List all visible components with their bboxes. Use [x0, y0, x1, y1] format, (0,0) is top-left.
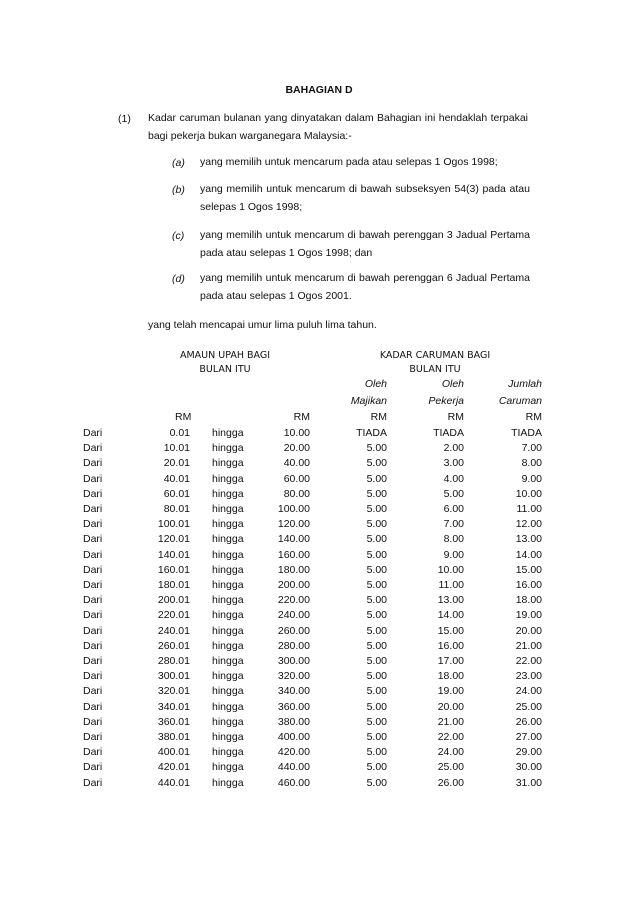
cell-jumlah: 20.00	[515, 624, 542, 637]
cell-to: 340.00	[277, 685, 310, 698]
cell-hingga: hingga	[212, 472, 244, 485]
cell-jumlah: 14.00	[515, 548, 542, 561]
table-row	[0, 549, 638, 564]
cell-dari: Dari	[83, 518, 103, 531]
cell-majikan: 5.00	[366, 594, 387, 607]
cell-pekerja: 4.00	[443, 472, 464, 485]
cell-dari: Dari	[83, 731, 103, 743]
table-row	[0, 518, 638, 533]
cell-from: 400.01	[157, 746, 190, 759]
item-text-d: yang memilih untuk mencarum di bawah perenggan 6 Jadual Pertama pada atau selepas 1 Ogos 2001.	[200, 272, 530, 302]
cell-hingga: hingga	[212, 624, 244, 637]
cell-hingga: hingga	[212, 609, 244, 622]
cell-pekerja: 18.00	[437, 670, 464, 683]
cell-from: 420.01	[157, 761, 190, 774]
cell-jumlah: 8.00	[521, 457, 542, 470]
currency-from: RM	[175, 411, 192, 423]
cell-majikan: 5.00	[366, 746, 387, 759]
cell-from: 60.01	[163, 487, 190, 500]
cell-majikan: 5.00	[366, 655, 387, 667]
cell-from: 440.01	[157, 776, 190, 789]
col-majikan-line1: Oleh	[364, 378, 387, 390]
cell-majikan: 5.00	[366, 639, 387, 652]
cell-jumlah: 27.00	[515, 731, 542, 743]
cell-jumlah: 26.00	[515, 715, 542, 728]
cell-dari: Dari	[83, 624, 103, 637]
item-label-c: (c)	[172, 230, 185, 242]
cell-majikan: 5.00	[366, 503, 387, 515]
table-row	[0, 457, 638, 472]
cell-majikan: 5.00	[366, 442, 387, 455]
cell-dari: Dari	[83, 548, 103, 561]
cell-majikan: 5.00	[366, 609, 387, 622]
table-row	[0, 594, 638, 609]
table-row	[0, 609, 638, 624]
cell-pekerja: 6.00	[443, 503, 464, 515]
cell-dari: Dari	[83, 609, 103, 622]
table-row	[0, 685, 638, 700]
cell-majikan: 5.00	[366, 533, 387, 546]
cell-hingga: hingga	[212, 579, 244, 591]
col-jumlah-line1: Jumlah	[508, 378, 542, 390]
cell-to: 400.00	[277, 731, 310, 743]
cell-to: 280.00	[277, 639, 310, 652]
cell-hingga: hingga	[212, 563, 244, 576]
cell-dari: Dari	[83, 594, 103, 607]
cell-hingga: hingga	[212, 700, 244, 713]
table-row	[0, 777, 638, 792]
cell-from: 0.01	[169, 427, 190, 439]
cell-pekerja: 7.00	[443, 518, 464, 531]
col-pekerja-line2: Pekerja	[428, 395, 464, 407]
cell-to: 360.00	[277, 700, 310, 713]
table-row	[0, 655, 638, 670]
cell-jumlah: 30.00	[515, 761, 542, 774]
cell-to: 60.00	[283, 472, 310, 485]
cell-dari: Dari	[83, 776, 103, 789]
cell-jumlah: 11.00	[516, 503, 542, 515]
currency-majikan: RM	[370, 411, 387, 423]
cell-majikan: 5.00	[366, 715, 387, 728]
cell-jumlah: 7.00	[521, 442, 542, 455]
cell-jumlah: 23.00	[515, 670, 542, 683]
cell-pekerja: 20.00	[437, 700, 464, 713]
cell-majikan: 5.00	[366, 776, 387, 789]
cell-from: 320.01	[157, 685, 190, 698]
cell-jumlah: 13.00	[515, 533, 542, 546]
cell-dari: Dari	[83, 442, 103, 455]
table-row	[0, 746, 638, 761]
item-label-a: (a)	[172, 157, 185, 169]
cell-hingga: hingga	[212, 503, 244, 515]
cell-from: 220.01	[157, 609, 190, 622]
item-label-d: (d)	[172, 273, 185, 285]
cell-jumlah: 21.00	[515, 639, 542, 652]
cell-majikan: 5.00	[366, 457, 387, 470]
cell-from: 360.01	[157, 715, 190, 728]
cell-pekerja: 16.00	[437, 639, 464, 652]
cell-dari: Dari	[83, 533, 103, 546]
cell-to: 240.00	[277, 609, 310, 622]
cell-pekerja: 19.00	[437, 685, 464, 698]
cell-pekerja: 10.00	[437, 563, 464, 576]
cell-from: 120.01	[157, 533, 190, 546]
cell-majikan: TIADA	[356, 427, 387, 439]
cell-dari: Dari	[83, 579, 103, 591]
item-text-c: yang memilih untuk mencarum di bawah perenggan 3 Jadual Pertama pada atau selepas 1 Ogos 1998; dan	[200, 229, 530, 259]
cell-hingga: hingga	[212, 685, 244, 698]
cell-to: 20.00	[283, 442, 310, 455]
cell-hingga: hingga	[212, 487, 244, 500]
cell-from: 180.01	[157, 579, 190, 591]
cell-jumlah: 12.00	[515, 518, 542, 531]
cell-to: 380.00	[277, 715, 310, 728]
clause-number: (1)	[118, 113, 131, 125]
cell-hingga: hingga	[212, 655, 244, 667]
cell-jumlah: 29.00	[515, 746, 542, 759]
cell-hingga: hingga	[212, 457, 244, 470]
table-row	[0, 533, 638, 548]
cell-majikan: 5.00	[366, 472, 387, 485]
cell-pekerja: 11.00	[438, 579, 464, 591]
cell-pekerja: 24.00	[437, 746, 464, 759]
cell-pekerja: 9.00	[443, 548, 464, 561]
cell-jumlah: 24.00	[515, 685, 542, 698]
cell-from: 160.01	[157, 563, 190, 576]
cell-dari: Dari	[83, 487, 103, 500]
table-row	[0, 503, 638, 518]
cell-dari: Dari	[83, 563, 103, 576]
cell-from: 380.01	[157, 731, 190, 743]
header-amaun-line1: AMAUN UPAH BAGI	[179, 350, 271, 361]
cell-dari: Dari	[83, 746, 103, 759]
table-row	[0, 473, 638, 488]
cell-to: 40.00	[283, 457, 310, 470]
cell-majikan: 5.00	[366, 731, 387, 743]
cell-hingga: hingga	[212, 746, 244, 759]
cell-hingga: hingga	[212, 533, 244, 546]
cell-dari: Dari	[83, 655, 103, 667]
cell-jumlah: TIADA	[511, 427, 542, 439]
col-pekerja-line1: Oleh	[441, 378, 464, 390]
cell-jumlah: 16.00	[515, 579, 542, 591]
cell-hingga: hingga	[212, 639, 244, 652]
cell-to: 140.00	[277, 533, 310, 546]
cell-pekerja: 25.00	[437, 761, 464, 774]
cell-jumlah: 25.00	[515, 700, 542, 713]
cell-majikan: 5.00	[366, 579, 387, 591]
cell-hingga: hingga	[212, 594, 244, 607]
cell-majikan: 5.00	[366, 563, 387, 576]
cell-jumlah: 9.00	[521, 472, 542, 485]
cell-to: 10.00	[283, 427, 310, 439]
cell-to: 440.00	[277, 761, 310, 774]
header-amaun-line2: BULAN ITU	[199, 364, 251, 375]
cell-dari: Dari	[83, 715, 103, 728]
cell-to: 220.00	[277, 594, 310, 607]
item-label-b: (b)	[172, 184, 185, 196]
cell-from: 280.01	[157, 655, 190, 667]
cell-hingga: hingga	[212, 776, 244, 789]
cell-hingga: hingga	[212, 518, 244, 531]
table-row	[0, 579, 638, 594]
cell-dari: Dari	[83, 639, 103, 652]
cell-jumlah: 22.00	[515, 655, 542, 667]
table-row	[0, 625, 638, 640]
table-row	[0, 701, 638, 716]
cell-majikan: 5.00	[366, 518, 387, 531]
currency-jumlah: RM	[525, 411, 542, 423]
cell-dari: Dari	[83, 427, 103, 439]
cell-majikan: 5.00	[366, 548, 387, 561]
cell-to: 100.00	[277, 503, 310, 515]
table-row	[0, 670, 638, 685]
currency-pekerja: RM	[447, 411, 464, 423]
page-title: BAHAGIAN D	[285, 84, 353, 96]
cell-from: 240.01	[157, 624, 190, 637]
cell-to: 260.00	[277, 624, 310, 637]
cell-hingga: hingga	[212, 442, 244, 455]
cell-pekerja: 8.00	[443, 533, 464, 546]
cell-majikan: 5.00	[366, 487, 387, 500]
cell-to: 320.00	[277, 670, 310, 683]
cell-to: 160.00	[277, 548, 310, 561]
col-jumlah-line2: Caruman	[498, 395, 542, 407]
cell-hingga: hingga	[212, 731, 244, 743]
cell-pekerja: 2.00	[443, 442, 464, 455]
cell-pekerja: 22.00	[437, 731, 464, 743]
cell-pekerja: 21.00	[437, 715, 464, 728]
cell-pekerja: 13.00	[437, 594, 464, 607]
cell-dari: Dari	[83, 685, 103, 698]
cell-from: 260.01	[157, 639, 190, 652]
cell-from: 100.01	[157, 518, 190, 531]
cell-from: 40.01	[163, 472, 190, 485]
cell-jumlah: 15.00	[515, 563, 542, 576]
cell-to: 460.00	[277, 776, 310, 789]
currency-to: RM	[293, 411, 310, 423]
header-kadar-line2: BULAN ITU	[409, 364, 461, 375]
cell-hingga: hingga	[212, 670, 244, 683]
cell-hingga: hingga	[212, 761, 244, 774]
col-majikan-line2: Majikan	[350, 395, 387, 407]
cell-to: 80.00	[283, 487, 310, 500]
cell-pekerja: 5.00	[443, 487, 464, 500]
cell-jumlah: 19.00	[515, 609, 542, 622]
cell-from: 80.01	[163, 503, 190, 515]
cell-to: 180.00	[277, 563, 310, 576]
clause-text: Kadar caruman bulanan yang dinyatakan dalam Bahagian ini hendaklah terpakai bagi pekerja bukan warganegara Malaysia:-	[148, 112, 528, 142]
table-row	[0, 427, 638, 442]
item-text-a: yang memilih untuk mencarum pada atau selepas 1 Ogos 1998;	[200, 156, 498, 168]
cell-pekerja: 15.00	[437, 624, 464, 637]
cell-majikan: 5.00	[366, 624, 387, 637]
cell-from: 20.01	[163, 457, 190, 470]
cell-dari: Dari	[83, 700, 103, 713]
table-row	[0, 488, 638, 503]
cell-jumlah: 18.00	[515, 594, 542, 607]
table-row	[0, 761, 638, 776]
table-row	[0, 640, 638, 655]
cell-from: 140.01	[157, 548, 190, 561]
cell-from: 200.01	[157, 594, 190, 607]
table-row	[0, 731, 638, 746]
cell-to: 120.00	[277, 518, 310, 531]
cell-pekerja: 14.00	[437, 609, 464, 622]
cell-jumlah: 10.00	[515, 487, 542, 500]
table-row	[0, 716, 638, 731]
cell-dari: Dari	[83, 503, 103, 515]
cell-dari: Dari	[83, 670, 103, 683]
cell-to: 420.00	[277, 746, 310, 759]
header-kadar-line1: KADAR CARUMAN BAGI	[379, 350, 491, 361]
cell-dari: Dari	[83, 761, 103, 774]
cell-hingga: hingga	[212, 715, 244, 728]
closing-text: yang telah mencapai umur lima puluh lima tahun.	[148, 319, 377, 331]
cell-to: 200.00	[277, 579, 310, 591]
cell-from: 10.01	[163, 442, 190, 455]
cell-jumlah: 31.00	[515, 776, 542, 789]
cell-pekerja: 26.00	[437, 776, 464, 789]
cell-majikan: 5.00	[366, 685, 387, 698]
cell-dari: Dari	[83, 457, 103, 470]
cell-to: 300.00	[277, 655, 310, 667]
cell-majikan: 5.00	[366, 761, 387, 774]
cell-pekerja: TIADA	[433, 427, 464, 439]
cell-from: 340.01	[157, 700, 190, 713]
item-text-b: yang memilih untuk mencarum di bawah subseksyen 54(3) pada atau selepas 1 Ogos 1998;	[200, 183, 530, 213]
cell-dari: Dari	[83, 472, 103, 485]
cell-hingga: hingga	[212, 548, 244, 561]
cell-pekerja: 17.00	[437, 655, 464, 667]
cell-hingga: hingga	[212, 427, 244, 439]
table-row	[0, 442, 638, 457]
cell-pekerja: 3.00	[443, 457, 464, 470]
cell-majikan: 5.00	[366, 670, 387, 683]
cell-from: 300.01	[157, 670, 190, 683]
table-row	[0, 564, 638, 579]
cell-majikan: 5.00	[366, 700, 387, 713]
